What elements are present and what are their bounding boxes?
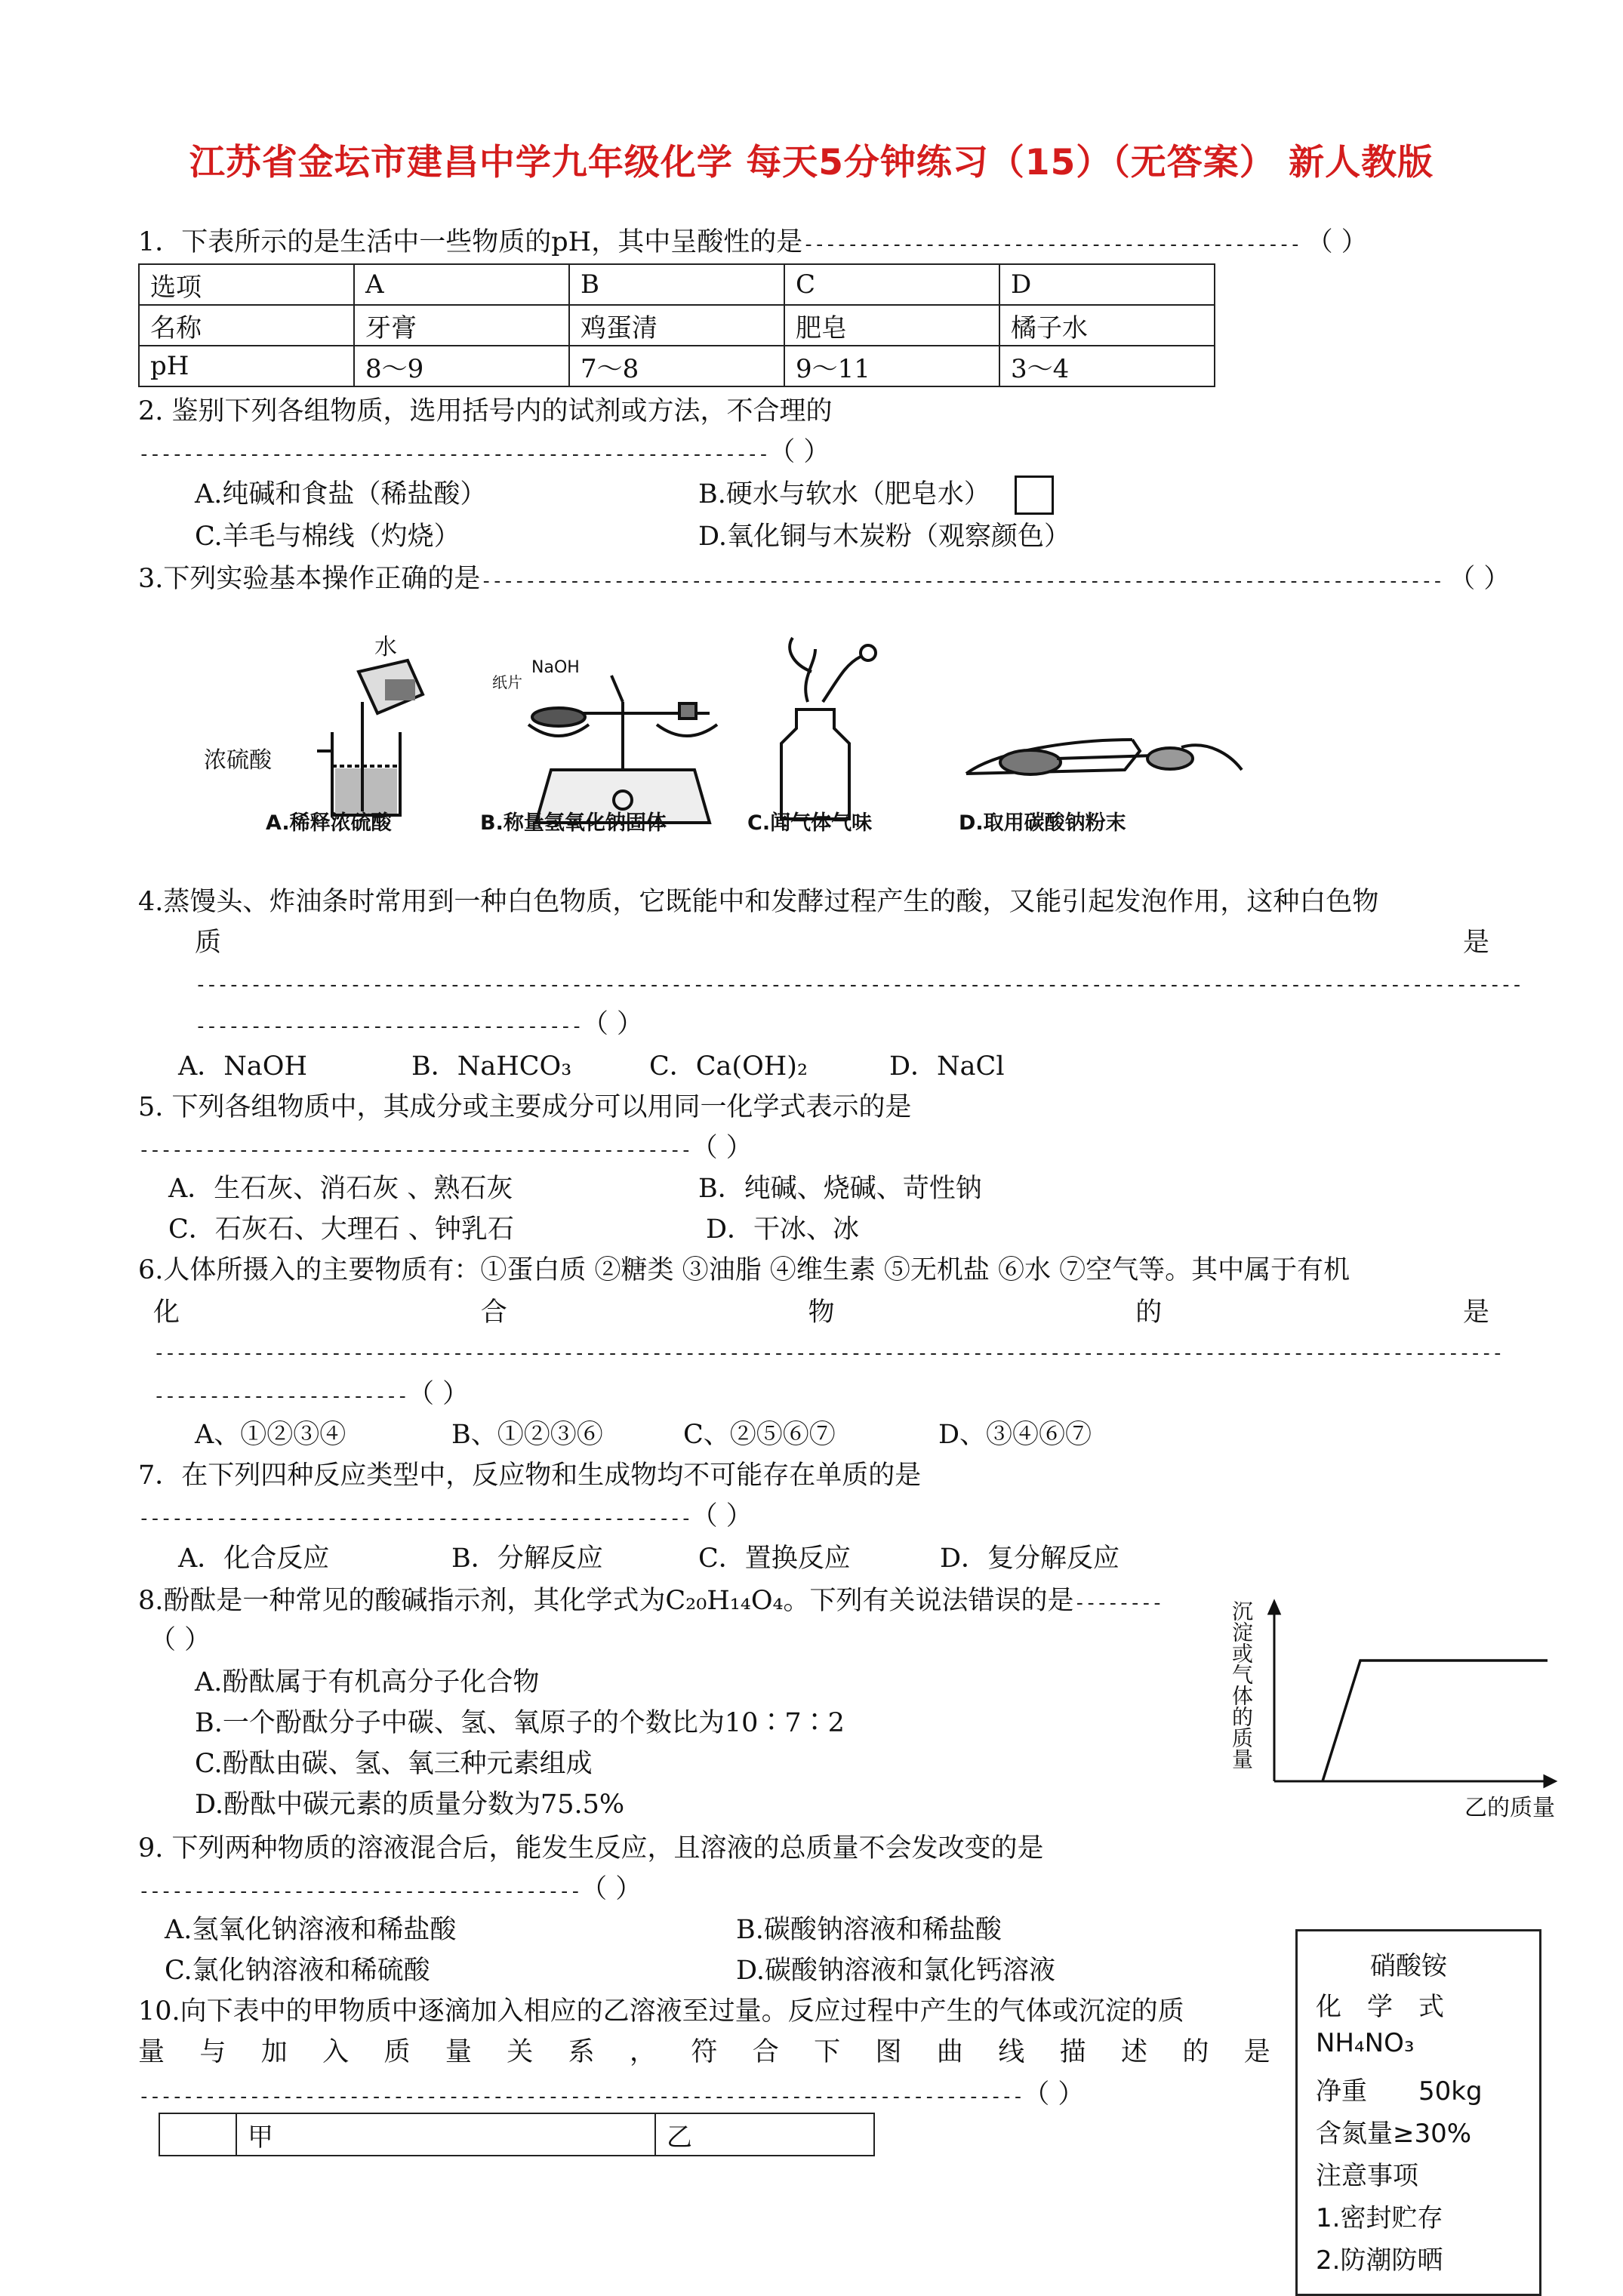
q9-option-d: D.碳酸钠溶液和氯化钙溶液 bbox=[736, 1956, 1055, 1986]
label-weight: 净重 50kg bbox=[1316, 2076, 1483, 2107]
q6-stem: 6.人体所摄入的主要物质有：①蛋白质 ②糖类 ③油脂 ④维生素 ⑤无机盐 ⑥水 ⑦空气等。其中属于有机 bbox=[138, 1255, 1350, 1285]
table-cell: 鸡蛋清 bbox=[569, 305, 784, 346]
table-cell: D bbox=[999, 264, 1215, 305]
q10-stem-part: 下 bbox=[814, 2037, 841, 2067]
answer-dash-line: --------------------------------------------- bbox=[802, 233, 1301, 256]
q10-stem-part: 质 bbox=[383, 2037, 411, 2067]
q10-stem-part: 述 bbox=[1121, 2037, 1148, 2067]
table-row bbox=[139, 264, 1215, 305]
q10-stem-line2 bbox=[138, 2035, 1270, 2070]
q10-dash-line bbox=[138, 2077, 1084, 2114]
q6-stem-part: 物 bbox=[808, 1297, 835, 1328]
q4-option-d: D．NaCl bbox=[889, 1051, 1005, 1082]
q10-stem-part: 的 bbox=[1182, 2037, 1209, 2067]
q7-option-d: D．复分解反应 bbox=[940, 1543, 1120, 1574]
q5-option-c: C．石灰石、大理石 、钟乳石 bbox=[168, 1214, 514, 1245]
checkbox-square bbox=[1015, 476, 1054, 515]
lab-operations-illustration bbox=[287, 619, 1253, 838]
q10-stem-part: 是 bbox=[1243, 2037, 1270, 2067]
q10-stem-part: ， bbox=[630, 2037, 657, 2067]
q10-stem-part: 入 bbox=[322, 2037, 350, 2067]
q4-option-a: A．NaOH bbox=[178, 1051, 307, 1082]
q2-option-d: D.氧化铜与木炭粉（观察颜色） bbox=[698, 522, 1070, 552]
label-note: 1.密封贮存 bbox=[1316, 2203, 1443, 2233]
q5-stem: 5. 下列各组物质中，其成分或主要成分可以用同一化学式表示的是 bbox=[138, 1092, 912, 1122]
table-cell: pH bbox=[139, 346, 354, 386]
answer-dash-line: -------------------------------------------------------------------------------------------------------------------------- bbox=[153, 1342, 1503, 1365]
q2-option-a: A.纯碱和食盐（稀盐酸） bbox=[195, 479, 487, 509]
q6-stem-part: 是 bbox=[1462, 1297, 1489, 1328]
x-axis-arrow bbox=[1544, 1776, 1555, 1787]
answer-dash-line: --------------------------------------------------------- bbox=[138, 443, 769, 466]
q6-bracket: （ ） bbox=[408, 1379, 470, 1409]
q3-bracket: （ ） bbox=[1449, 564, 1511, 594]
paper-label: 纸片 bbox=[492, 673, 522, 691]
table-row bbox=[159, 2113, 874, 2156]
acid-label: 浓硫酸 bbox=[204, 747, 272, 774]
table-cell: 9～11 bbox=[784, 346, 999, 386]
q1-table bbox=[138, 263, 1215, 387]
caption-c: C.闻气体气味 bbox=[747, 811, 873, 835]
table-cell: 8～9 bbox=[354, 346, 569, 386]
table-row bbox=[139, 305, 1215, 346]
table-cell bbox=[159, 2113, 236, 2156]
q6-option-d: D、③④⑥⑦ bbox=[938, 1420, 1092, 1450]
q7-option-c: C．置换反应 bbox=[698, 1543, 851, 1574]
q8-bracket: （ ） bbox=[149, 1625, 211, 1655]
q5-option-b: B．纯碱、烧碱、苛性钠 bbox=[698, 1174, 982, 1204]
q2-option-b: B.硬水与软水（肥皂水） bbox=[698, 479, 990, 509]
reaction-curve bbox=[1323, 1660, 1548, 1781]
answer-dash-line: --------------------------------------------------------------------------------------- bbox=[480, 570, 1443, 592]
q7-option-b: B．分解反应 bbox=[451, 1543, 603, 1574]
q8-stem-line bbox=[138, 1584, 1163, 1620]
q7-option-a: A．化合反应 bbox=[178, 1543, 330, 1574]
q4-dash-line bbox=[195, 1007, 643, 1044]
table-cell: 名称 bbox=[139, 305, 354, 346]
q8-option-d: D.酚酞中碳元素的质量分数为75.5% bbox=[195, 1790, 625, 1820]
q10-table bbox=[159, 2113, 875, 2156]
q4-option-c: C．Ca(OH)₂ bbox=[649, 1051, 808, 1082]
label-notes-title: 注意事项 bbox=[1316, 2161, 1418, 2191]
q5-dash-line bbox=[138, 1131, 753, 1168]
q4-stem-part: 是 bbox=[1462, 928, 1489, 958]
q10-stem: 10.向下表中的甲物质中逐滴加入相应的乙溶液至过量。反应过程中产生的气体或沉淀的质 bbox=[138, 1996, 1184, 2027]
gas-bottle-icon bbox=[781, 638, 876, 819]
q8-stem: 8.酚酞是一种常见的酸碱指示剂，其化学式为C₂₀H₁₄O₄。下列有关说法错误的是 bbox=[138, 1586, 1074, 1616]
table-cell: 甲 bbox=[236, 2113, 655, 2156]
answer-dash-line: -------------------------------------------------- bbox=[138, 1139, 691, 1162]
q10-stem-part: 量 bbox=[445, 2037, 472, 2067]
q10-stem-part: 系 bbox=[568, 2037, 595, 2067]
q1-stem-line bbox=[138, 225, 1489, 262]
q10-stem-part: 加 bbox=[260, 2037, 288, 2067]
table-cell: 乙 bbox=[655, 2113, 874, 2156]
answer-dash-line: ------------------------------------------------------------------------------------------------------------------------ bbox=[195, 974, 1523, 996]
q9-dash-line bbox=[138, 1872, 642, 1909]
q4-bracket: （ ） bbox=[581, 1009, 644, 1039]
q10-stem-part: 曲 bbox=[936, 2037, 963, 2067]
naoh-label: NaOH bbox=[531, 658, 580, 677]
water-label: 水 bbox=[374, 634, 397, 660]
label-formula-title: 化 学 式 bbox=[1316, 1992, 1444, 2022]
q9-option-c: C.氯化钠溶液和稀硫酸 bbox=[165, 1956, 430, 1986]
fertilizer-label-box bbox=[1295, 1929, 1541, 2296]
test-tube-icon bbox=[966, 740, 1242, 774]
q5-option-a: A．生石灰、消石灰 、熟石灰 bbox=[168, 1174, 513, 1204]
graph-y-label: 沉淀或气体的质量 bbox=[1229, 1600, 1254, 1769]
q2-option-c: C.羊毛与棉线（灼烧） bbox=[195, 522, 460, 552]
caption-b: B.称量氢氧化钠固体 bbox=[480, 811, 667, 835]
q9-option-a: A.氢氧化钠溶液和稀盐酸 bbox=[165, 1915, 457, 1945]
q10-stem-part: 线 bbox=[998, 2037, 1025, 2067]
q2-dash-line bbox=[138, 435, 830, 472]
answer-dash-line: ----------------------------------- bbox=[195, 1015, 582, 1038]
table-cell: 选项 bbox=[139, 264, 354, 305]
answer-dash-line: -------- bbox=[1073, 1592, 1163, 1614]
q10-stem-part: 图 bbox=[875, 2037, 902, 2067]
answer-dash-line: ---------------------------------------- bbox=[138, 1880, 581, 1903]
table-cell: A bbox=[354, 264, 569, 305]
table-cell: 牙膏 bbox=[354, 305, 569, 346]
q6-stem-part: 合 bbox=[480, 1297, 507, 1328]
q6-option-a: A、①②③④ bbox=[195, 1420, 346, 1450]
label-formula: NH₄NO₃ bbox=[1316, 2028, 1415, 2058]
q6-option-c: C、②⑤⑥⑦ bbox=[683, 1420, 836, 1450]
q1-bracket: （ ） bbox=[1306, 227, 1368, 257]
q10-bracket: （ ） bbox=[1023, 2079, 1085, 2110]
answer-dash-line: -------------------------------------------------- bbox=[138, 1507, 691, 1530]
q5-option-d: D．干冰、冰 bbox=[706, 1214, 860, 1245]
q9-bracket: （ ） bbox=[581, 1874, 642, 1904]
q4-stem-line2 bbox=[195, 925, 1489, 960]
q8-option-c: C.酚酞由碳、氢、氧三种元素组成 bbox=[195, 1749, 593, 1779]
beaker-dilution-icon bbox=[317, 660, 423, 815]
q4-stem-part: 质 bbox=[195, 928, 222, 958]
q9-option-b: B.碳酸钠溶液和稀盐酸 bbox=[736, 1915, 1002, 1945]
q8-option-a: A.酚酞属于有机高分子化合物 bbox=[195, 1667, 540, 1697]
q8-option-b: B.一个酚酞分子中碳、氢、氧原子的个数比为10∶7∶2 bbox=[195, 1708, 845, 1738]
caption-a: A.稀释浓硫酸 bbox=[266, 811, 392, 835]
q10-stem-part: 描 bbox=[1059, 2037, 1086, 2067]
q3-stem-line bbox=[138, 562, 1511, 599]
q5-bracket: （ ） bbox=[691, 1133, 753, 1163]
q10-stem-part: 与 bbox=[199, 2037, 226, 2067]
balance-scale-icon bbox=[528, 676, 717, 823]
q7-stem: 7．在下列四种反应类型中，反应物和生成物均不可能存在单质的是 bbox=[138, 1460, 922, 1491]
q4-stem: 4.蒸馒头、炸油条时常用到一种白色物质，它既能中和发酵过程产生的酸，又能引起发泡作用，这种白色物 bbox=[138, 887, 1379, 917]
label-nitrogen: 含氮量≥30% bbox=[1316, 2119, 1472, 2149]
table-cell: B bbox=[569, 264, 784, 305]
q7-dash-line bbox=[138, 1499, 753, 1536]
q10-stem-part: 量 bbox=[138, 2037, 165, 2067]
q4-option-b: B．NaHCO₃ bbox=[411, 1051, 572, 1082]
answer-dash-line: ----------------------- bbox=[153, 1385, 408, 1408]
q2-stem: 2. 鉴别下列各组物质，选用括号内的试剂或方法，不合理的 bbox=[138, 396, 833, 426]
q6-dash-line bbox=[153, 1377, 469, 1414]
q6-option-b: B、①②③⑥ bbox=[451, 1420, 603, 1450]
reaction-curve-graph bbox=[1238, 1593, 1570, 1819]
caption-d: D.取用碳酸钠粉末 bbox=[959, 811, 1126, 835]
q6-stem-part: 的 bbox=[1135, 1297, 1163, 1328]
graph-x-label: 乙的质量 bbox=[1464, 1795, 1555, 1821]
q2-bracket: （ ） bbox=[768, 437, 830, 467]
q7-bracket: （ ） bbox=[691, 1501, 753, 1531]
answer-dash-line: -------------------------------------------------------------------------------- bbox=[138, 2085, 1024, 2108]
table-cell: 橘子水 bbox=[999, 305, 1215, 346]
q6-stem-line2 bbox=[153, 1295, 1489, 1330]
label-note: 2.防潮防晒 bbox=[1316, 2245, 1443, 2276]
y-axis-arrow bbox=[1269, 1602, 1280, 1614]
table-cell: C bbox=[784, 264, 999, 305]
page-title: 江苏省金坛市建昌中学九年级化学 每天5分钟练习（15）（无答案） 新人教版 bbox=[189, 142, 1434, 183]
q1-stem: 1．下表所示的是生活中一些物质的pH，其中呈酸性的是 bbox=[138, 227, 803, 257]
q6-stem-part: 化 bbox=[153, 1297, 180, 1328]
table-cell: 3～4 bbox=[999, 346, 1215, 386]
q10-stem-part: 合 bbox=[752, 2037, 779, 2067]
table-cell: 7～8 bbox=[569, 346, 784, 386]
q3-stem: 3.下列实验基本操作正确的是 bbox=[138, 564, 481, 594]
q10-stem-part: 关 bbox=[507, 2037, 534, 2067]
q10-stem-part: 符 bbox=[691, 2037, 718, 2067]
label-name: 硝酸铵 bbox=[1370, 1951, 1447, 1981]
table-row bbox=[139, 346, 1215, 386]
table-cell: 肥皂 bbox=[784, 305, 999, 346]
q9-stem: 9. 下列两种物质的溶液混合后，能发生反应，且溶液的总质量不会发改变的是 bbox=[138, 1833, 1044, 1864]
